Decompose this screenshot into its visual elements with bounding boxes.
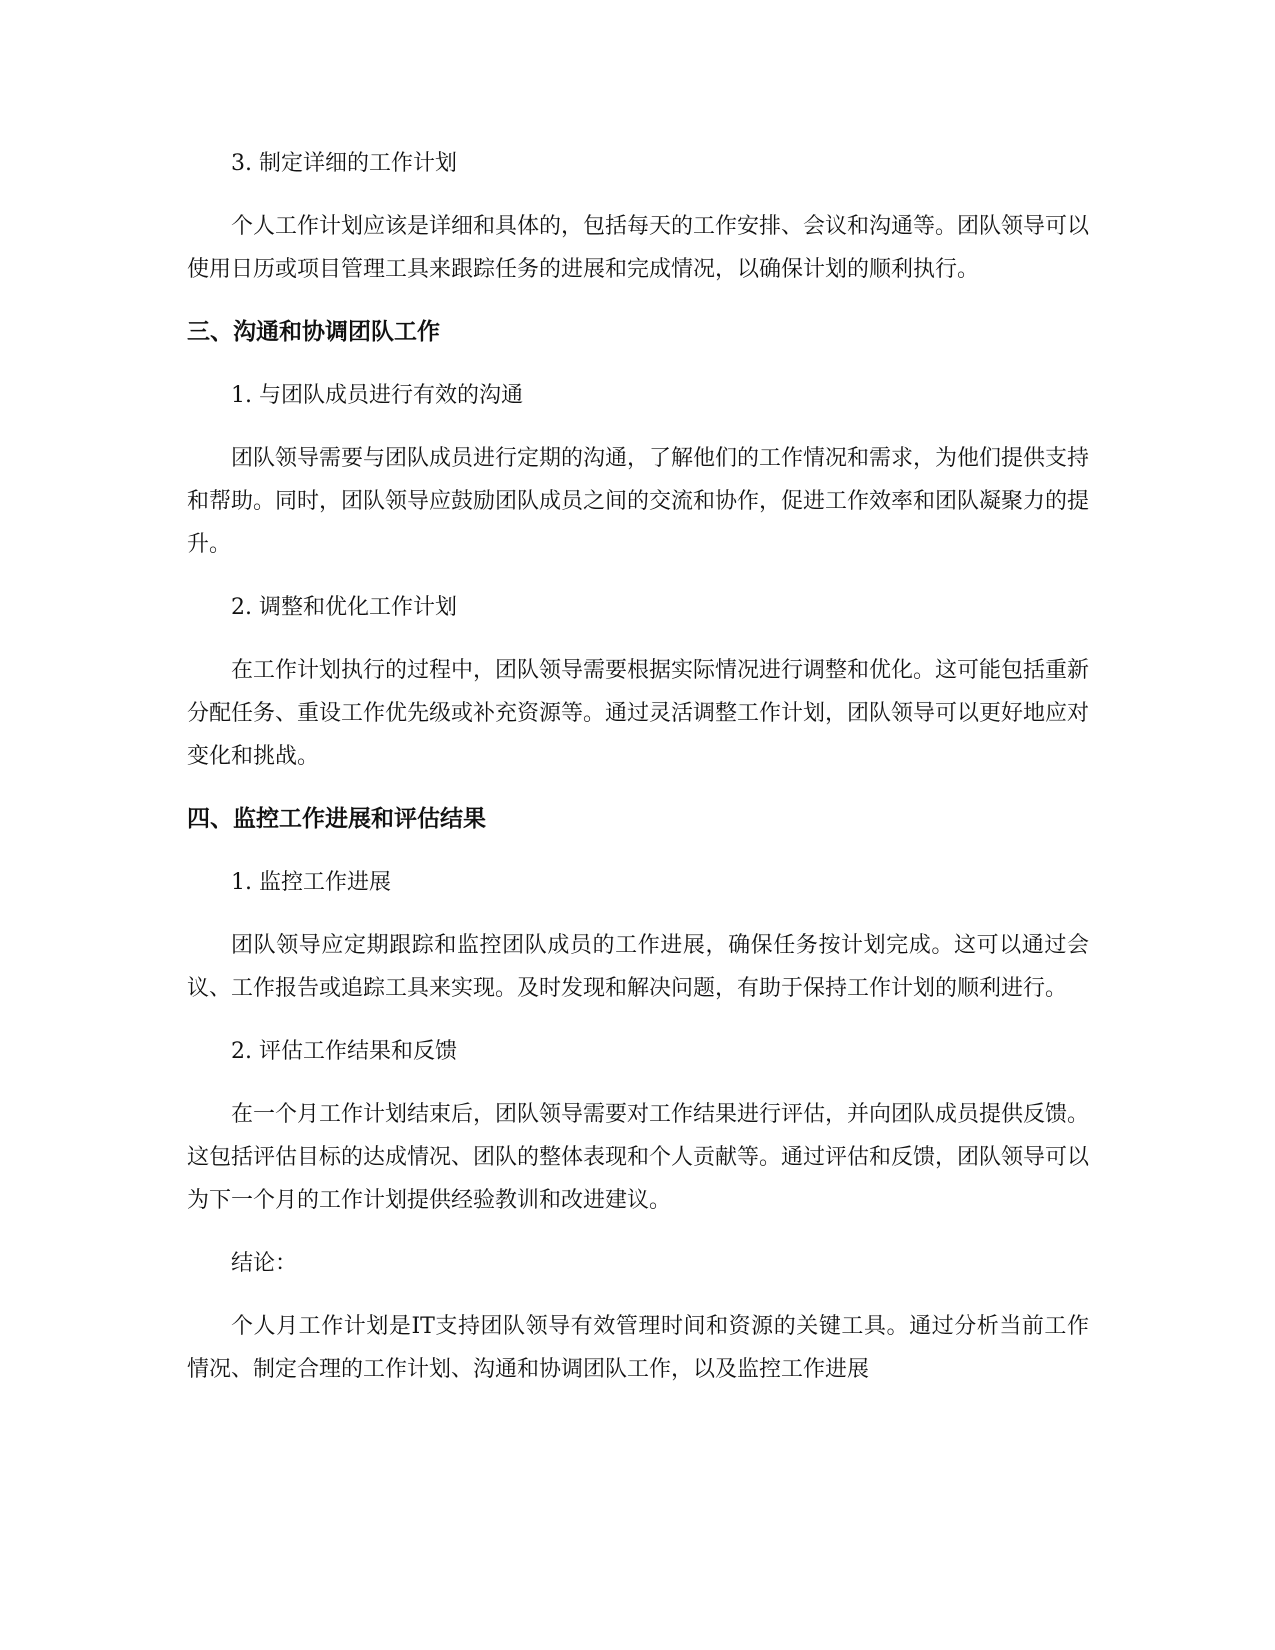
paragraph-conclusion: 个人月工作计划是IT支持团队领导有效管理时间和资源的关键工具。通过分析当前工作情况、制定合理的工作计划、沟通和协调团队工作，以及监控工作进展	[187, 1314, 1089, 1382]
section-heading-communication: 三、沟通和协调团队工作	[187, 319, 440, 345]
paragraph-monitor-progress: 团队领导应定期跟踪和监控团队成员的工作进展，确保任务按计划完成。这可以通过会议、工作报告或追踪工具来实现。及时发现和解决问题，有助于保持工作计划的顺利进行。	[187, 933, 1089, 1001]
paragraph-detailed-plan: 个人工作计划应该是详细和具体的，包括每天的工作安排、会议和沟通等。团队领导可以使用日历或项目管理工具来跟踪任务的进展和完成情况，以确保计划的顺利执行。	[187, 214, 1090, 282]
subheading-conclusion: 结论：	[231, 1251, 298, 1276]
subheading-evaluate-results: 2. 评估工作结果和反馈	[231, 1039, 457, 1064]
subheading-make-detailed-plan: 3. 制定详细的工作计划	[231, 151, 457, 176]
section-heading-monitoring: 四、监控工作进展和评估结果	[187, 806, 486, 832]
document-body	[187, 142, 1089, 1411]
subheading-effective-communication: 1. 与团队成员进行有效的沟通	[231, 383, 523, 408]
paragraph-adjust-plan: 在工作计划执行的过程中，团队领导需要根据实际情况进行调整和优化。这可能包括重新分配任务、重设工作优先级或补充资源等。通过灵活调整工作计划，团队领导可以更好地应对变化和挑战。	[187, 658, 1090, 769]
paragraph-communication: 团队领导需要与团队成员进行定期的沟通，了解他们的工作情况和需求，为他们提供支持和帮助。同时，团队领导应鼓励团队成员之间的交流和协作，促进工作效率和团队凝聚力的提升。	[187, 446, 1090, 557]
paragraph-evaluate-results: 在一个月工作计划结束后，团队领导需要对工作结果进行评估，并向团队成员提供反馈。这包括评估目标的达成情况、团队的整体表现和个人贡献等。通过评估和反馈，团队领导可以为下一个月的工作计划提供经验教训和改进建议。	[187, 1102, 1090, 1213]
subheading-monitor-progress: 1. 监控工作进展	[231, 870, 391, 895]
subheading-adjust-plan: 2. 调整和优化工作计划	[231, 595, 457, 620]
